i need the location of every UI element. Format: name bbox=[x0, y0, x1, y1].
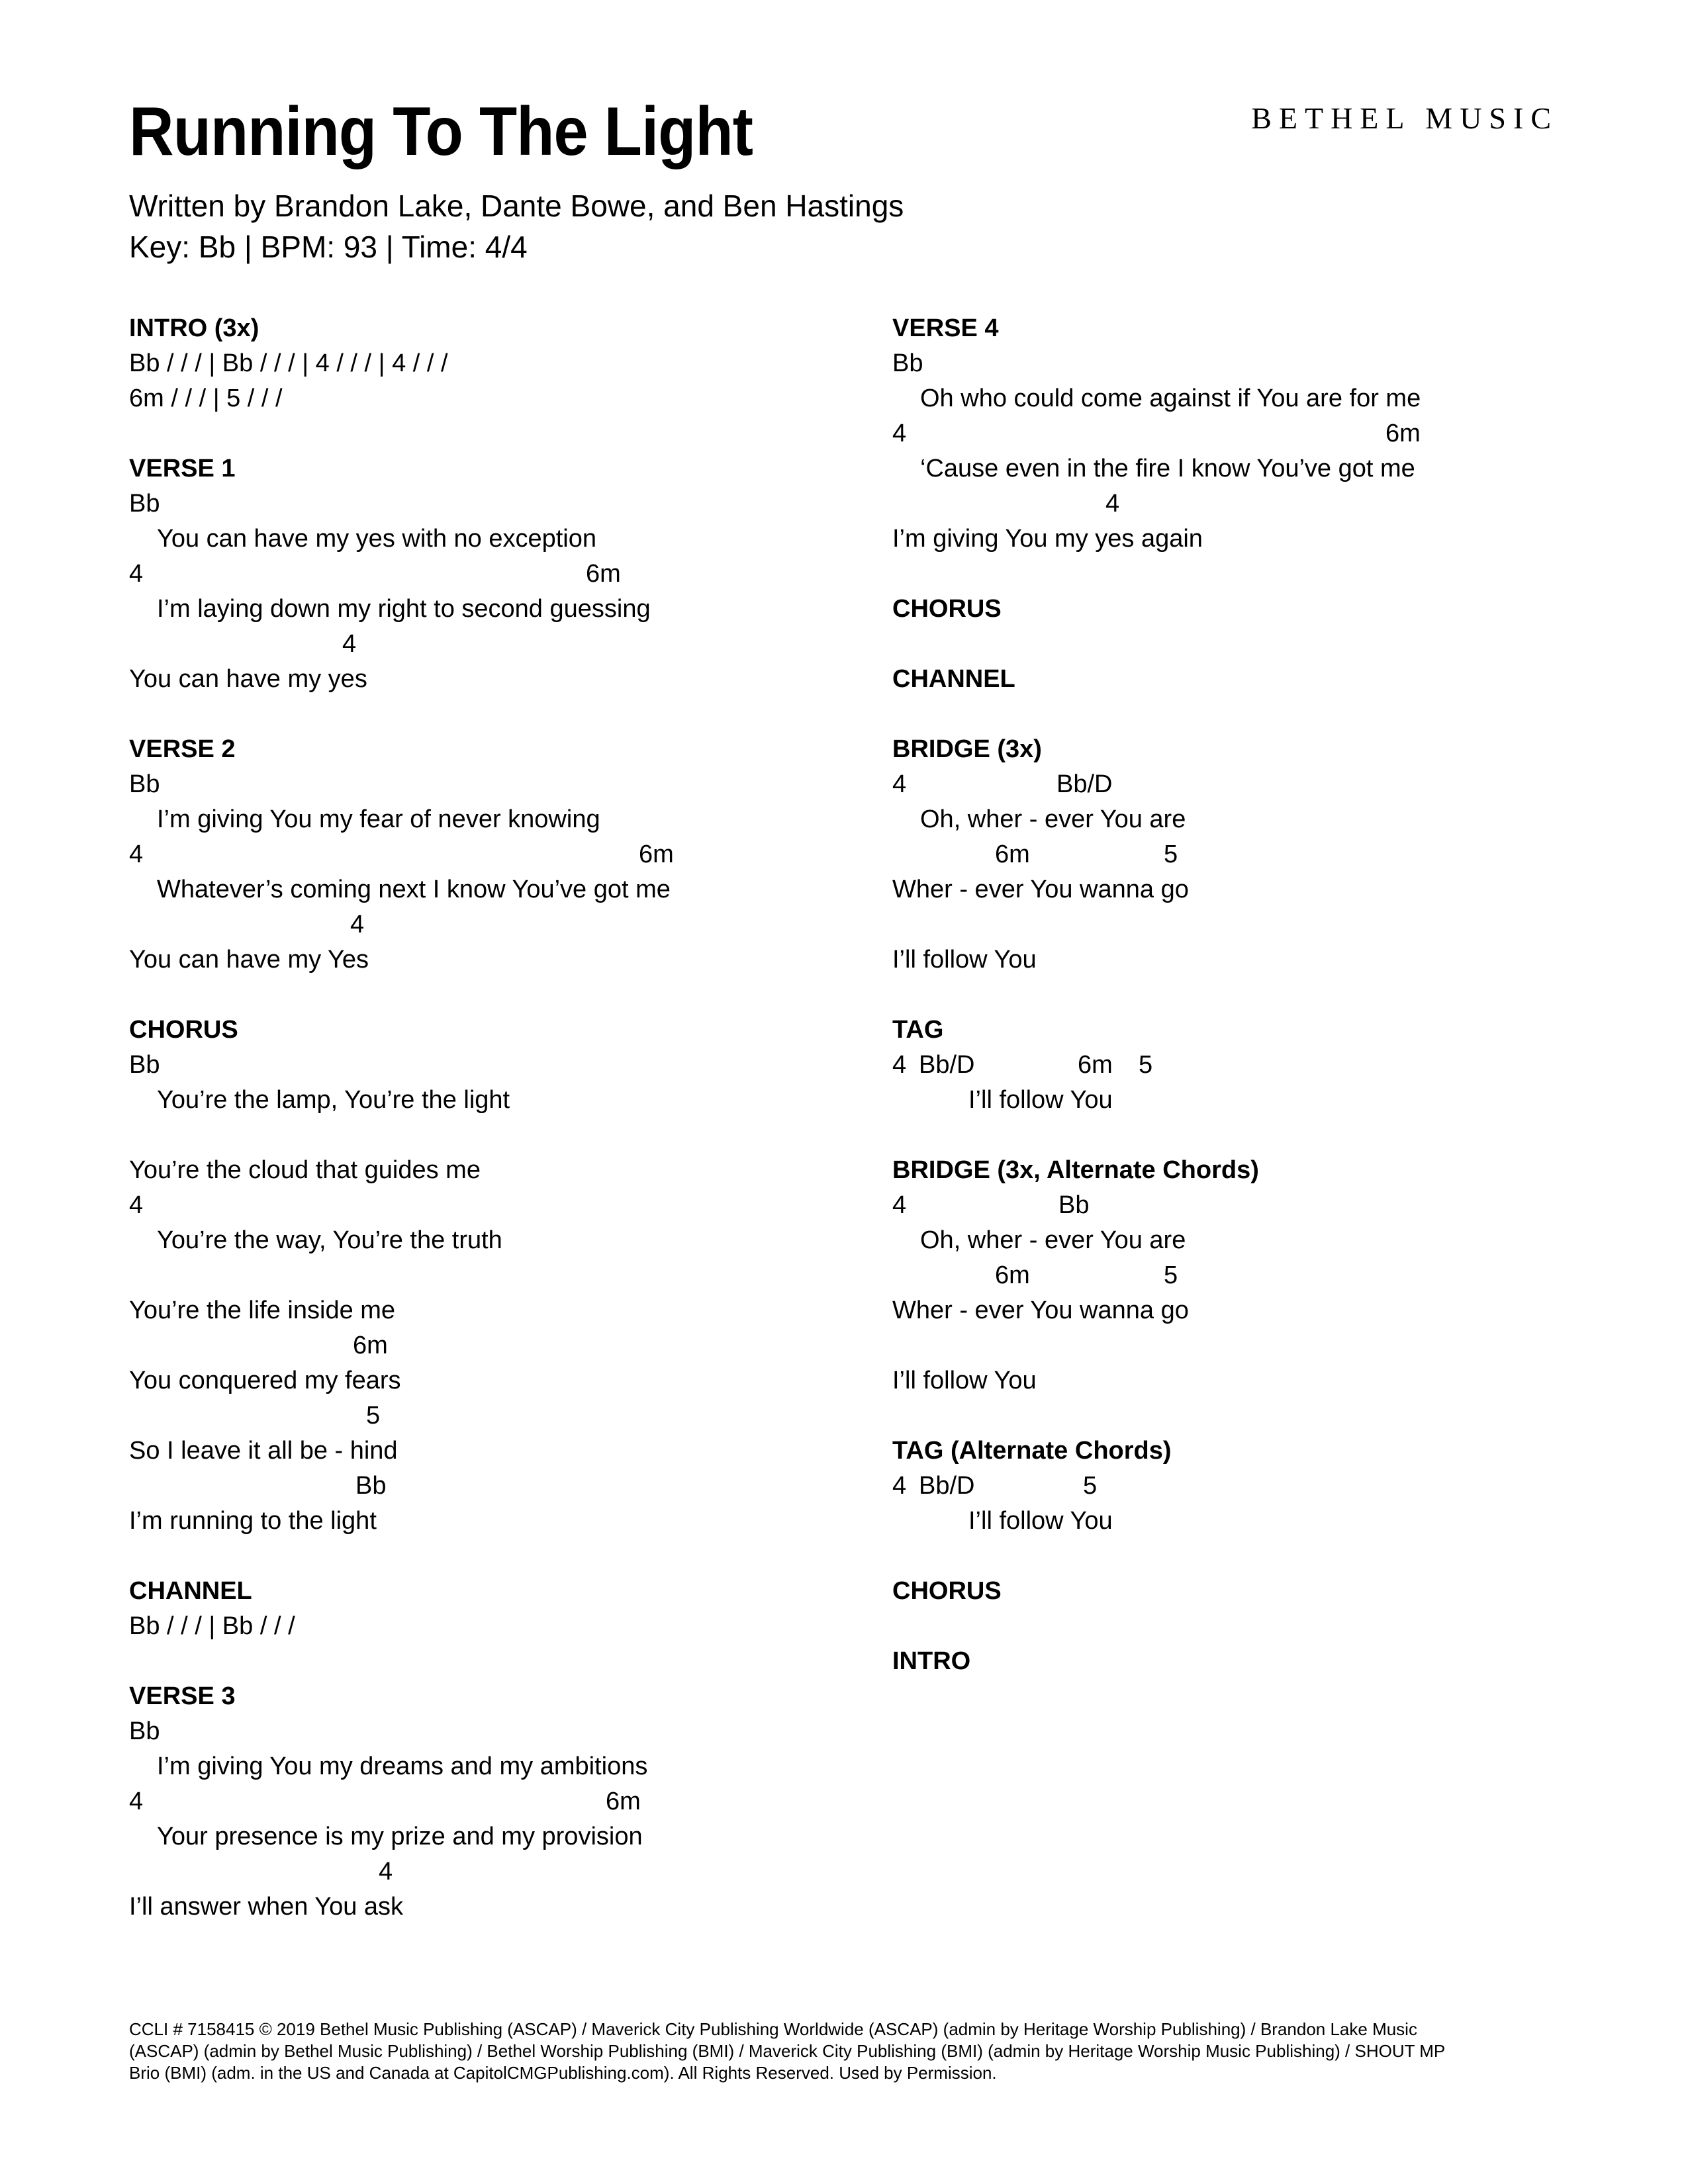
chord-line: Bb / / / | Bb / / / | 4 / / / | 4 / / / bbox=[129, 349, 448, 377]
chord-line bbox=[129, 1854, 870, 1889]
lyric-line: You can have my yes bbox=[129, 665, 367, 693]
section-header: INTRO (3x) bbox=[129, 314, 259, 342]
song-section bbox=[892, 1644, 1654, 1679]
footer-line: (ASCAP) (admin by Bethel Music Publishing) / Bethel Worship Publishing (BMI) / Maverick City Publishing (BMI) (admin by Heritage Worship Music Publishing) / SHOUT MP bbox=[129, 2041, 1446, 2061]
chord-line bbox=[892, 416, 1654, 451]
copyright-footer bbox=[129, 2019, 1632, 2084]
chord: Bb bbox=[355, 1472, 387, 1500]
song-section bbox=[129, 311, 870, 416]
chord: 4 bbox=[129, 1788, 144, 1815]
chord: Bb/D bbox=[919, 1051, 975, 1079]
chord: 4 bbox=[129, 1191, 144, 1219]
lyric-line: I’ll follow You bbox=[968, 1507, 1113, 1535]
lyric-line: Your presence is my prize and my provision bbox=[157, 1823, 643, 1850]
page-title: Running To The Light bbox=[129, 93, 753, 170]
chord: 4 bbox=[379, 1858, 393, 1886]
section-header: CHORUS bbox=[129, 1016, 238, 1044]
chord-line bbox=[129, 907, 870, 942]
chord: 6m bbox=[995, 841, 1030, 868]
lyric-line: You’re the lamp, You’re the light bbox=[157, 1086, 510, 1114]
song-section bbox=[892, 1013, 1654, 1118]
chord: 5 bbox=[1164, 1261, 1178, 1289]
chord: 6m bbox=[1078, 1051, 1113, 1079]
chord-line bbox=[892, 837, 1654, 872]
chord-line bbox=[129, 1784, 870, 1819]
song-section bbox=[129, 1013, 870, 1539]
lyric-line: I’ll follow You bbox=[892, 946, 1037, 974]
section-header: TAG (Alternate Chords) bbox=[892, 1437, 1172, 1465]
song-section bbox=[129, 451, 870, 697]
blank-line bbox=[892, 907, 1654, 942]
chord-line bbox=[892, 1188, 1654, 1223]
song-section bbox=[892, 662, 1654, 697]
chord: 5 bbox=[1139, 1051, 1153, 1079]
chord: 4 bbox=[129, 841, 144, 868]
section-header: CHANNEL bbox=[892, 665, 1015, 693]
lyric-line: You can have my Yes bbox=[129, 946, 369, 974]
bethel-music-logo: BETHEL MUSIC bbox=[1251, 101, 1558, 135]
section-header: INTRO bbox=[892, 1647, 971, 1675]
lyric-line: So I leave it all be - hind bbox=[129, 1437, 398, 1465]
chord: 4 bbox=[892, 1472, 907, 1500]
song-section bbox=[892, 732, 1654, 978]
song-section bbox=[129, 1574, 870, 1644]
section-header: VERSE 4 bbox=[892, 314, 999, 342]
section-header: CHORUS bbox=[892, 1577, 1002, 1605]
chord: 6m bbox=[639, 841, 674, 868]
chord-line bbox=[892, 1469, 1654, 1504]
chord: Bb bbox=[1058, 1191, 1090, 1219]
lyric-line: Whatever’s coming next I know You’ve got me bbox=[157, 876, 671, 903]
lyric-line: You’re the way, You’re the truth bbox=[157, 1226, 502, 1254]
song-section bbox=[129, 732, 870, 978]
lyric-line: I’m giving You my fear of never knowing bbox=[157, 805, 600, 833]
section-header: CHORUS bbox=[892, 595, 1002, 623]
footer-line: CCLI # 7158415 © 2019 Bethel Music Publishing (ASCAP) / Maverick City Publishing Worldwide (ASCAP) (admin by Heritage Worship Publishing) / Brandon Lake Music bbox=[129, 2019, 1417, 2039]
chord-line bbox=[129, 1328, 870, 1363]
chord-line: 6m / / / | 5 / / / bbox=[129, 385, 283, 412]
lyric-line: Oh, wher - ever You are bbox=[920, 1226, 1186, 1254]
lyric-line: You’re the life inside me bbox=[129, 1297, 396, 1324]
chord: Bb/D bbox=[1056, 770, 1113, 798]
chord-line bbox=[129, 627, 870, 662]
chord-line bbox=[129, 1398, 870, 1433]
chord: 4 bbox=[342, 630, 357, 658]
chord: 4 bbox=[892, 420, 907, 447]
section-header: BRIDGE (3x, Alternate Chords) bbox=[892, 1156, 1259, 1184]
chord-line bbox=[892, 767, 1654, 802]
chord-line bbox=[129, 1469, 870, 1504]
lyric-line: I’m giving You my yes again bbox=[892, 525, 1203, 553]
chord-line: Bb bbox=[129, 1717, 160, 1745]
lyric-line: I’ll answer when You ask bbox=[129, 1893, 404, 1921]
lyric-line: Wher - ever You wanna go bbox=[892, 876, 1189, 903]
section-header: BRIDGE (3x) bbox=[892, 735, 1042, 763]
chord-line bbox=[129, 1188, 870, 1223]
chord: 5 bbox=[366, 1402, 381, 1430]
chart-column-left bbox=[129, 311, 870, 1960]
chart-column-right bbox=[892, 311, 1654, 1714]
lyric-line: I’m giving You my dreams and my ambitions bbox=[157, 1752, 648, 1780]
chord: 4 bbox=[892, 770, 907, 798]
section-header: VERSE 3 bbox=[129, 1682, 236, 1710]
chord-line: Bb / / / | Bb / / / bbox=[129, 1612, 295, 1640]
chord: 6m bbox=[995, 1261, 1030, 1289]
lyric-line: You’re the cloud that guides me bbox=[129, 1156, 481, 1184]
chord: 4 bbox=[129, 560, 144, 588]
chord: 6m bbox=[1385, 420, 1421, 447]
chord: 4 bbox=[892, 1051, 907, 1079]
blank-line bbox=[129, 1258, 870, 1293]
song-section bbox=[892, 1153, 1654, 1398]
chord: 4 bbox=[350, 911, 365, 938]
lyric-line: I’m laying down my right to second guessing bbox=[157, 595, 651, 623]
chord: 6m bbox=[606, 1788, 641, 1815]
song-section bbox=[892, 592, 1654, 627]
section-header: VERSE 1 bbox=[129, 455, 236, 482]
blank-line bbox=[129, 1118, 870, 1153]
lyric-line: Wher - ever You wanna go bbox=[892, 1297, 1189, 1324]
song-section bbox=[892, 1574, 1654, 1609]
lyric-line: Oh who could come against if You are for me bbox=[920, 385, 1421, 412]
lyric-line: You can have my yes with no exception bbox=[157, 525, 596, 553]
chord-line: Bb bbox=[129, 1051, 160, 1079]
lyric-line: I’m running to the light bbox=[129, 1507, 377, 1535]
writers-credit: Written by Brandon Lake, Dante Bowe, and Ben Hastings bbox=[129, 189, 904, 223]
chord: Bb/D bbox=[919, 1472, 975, 1500]
lyric-line: I’ll follow You bbox=[968, 1086, 1113, 1114]
chord-line bbox=[892, 486, 1654, 522]
chord-line: Bb bbox=[129, 490, 160, 518]
song-section bbox=[129, 1679, 870, 1925]
chord-line bbox=[129, 557, 870, 592]
lyric-line: I’ll follow You bbox=[892, 1367, 1037, 1394]
section-header: CHANNEL bbox=[129, 1577, 252, 1605]
blank-line bbox=[892, 1328, 1654, 1363]
section-header: VERSE 2 bbox=[129, 735, 236, 763]
lyric-line: ‘Cause even in the fire I know You’ve got me bbox=[920, 455, 1415, 482]
footer-line: Brio (BMI) (adm. in the US and Canada at CapitolCMGPublishing.com). All Rights Reserved. Used by Permission. bbox=[129, 2063, 997, 2083]
song-section bbox=[892, 311, 1654, 557]
chord: 5 bbox=[1164, 841, 1178, 868]
chord-line bbox=[892, 1258, 1654, 1293]
song-meta: Key: Bb | BPM: 93 | Time: 4/4 bbox=[129, 230, 528, 264]
section-header: TAG bbox=[892, 1016, 944, 1044]
chord-line: Bb bbox=[129, 770, 160, 798]
chord-line bbox=[892, 1048, 1654, 1083]
lyric-line: Oh, wher - ever You are bbox=[920, 805, 1186, 833]
chord: 4 bbox=[892, 1191, 907, 1219]
chord: 5 bbox=[1083, 1472, 1098, 1500]
chord-line bbox=[129, 837, 870, 872]
chord: 4 bbox=[1105, 490, 1120, 518]
chord-line: Bb bbox=[892, 349, 923, 377]
chord: 6m bbox=[353, 1332, 388, 1359]
lyric-line: You conquered my fears bbox=[129, 1367, 401, 1394]
chord: 6m bbox=[586, 560, 621, 588]
song-section bbox=[892, 1433, 1654, 1539]
